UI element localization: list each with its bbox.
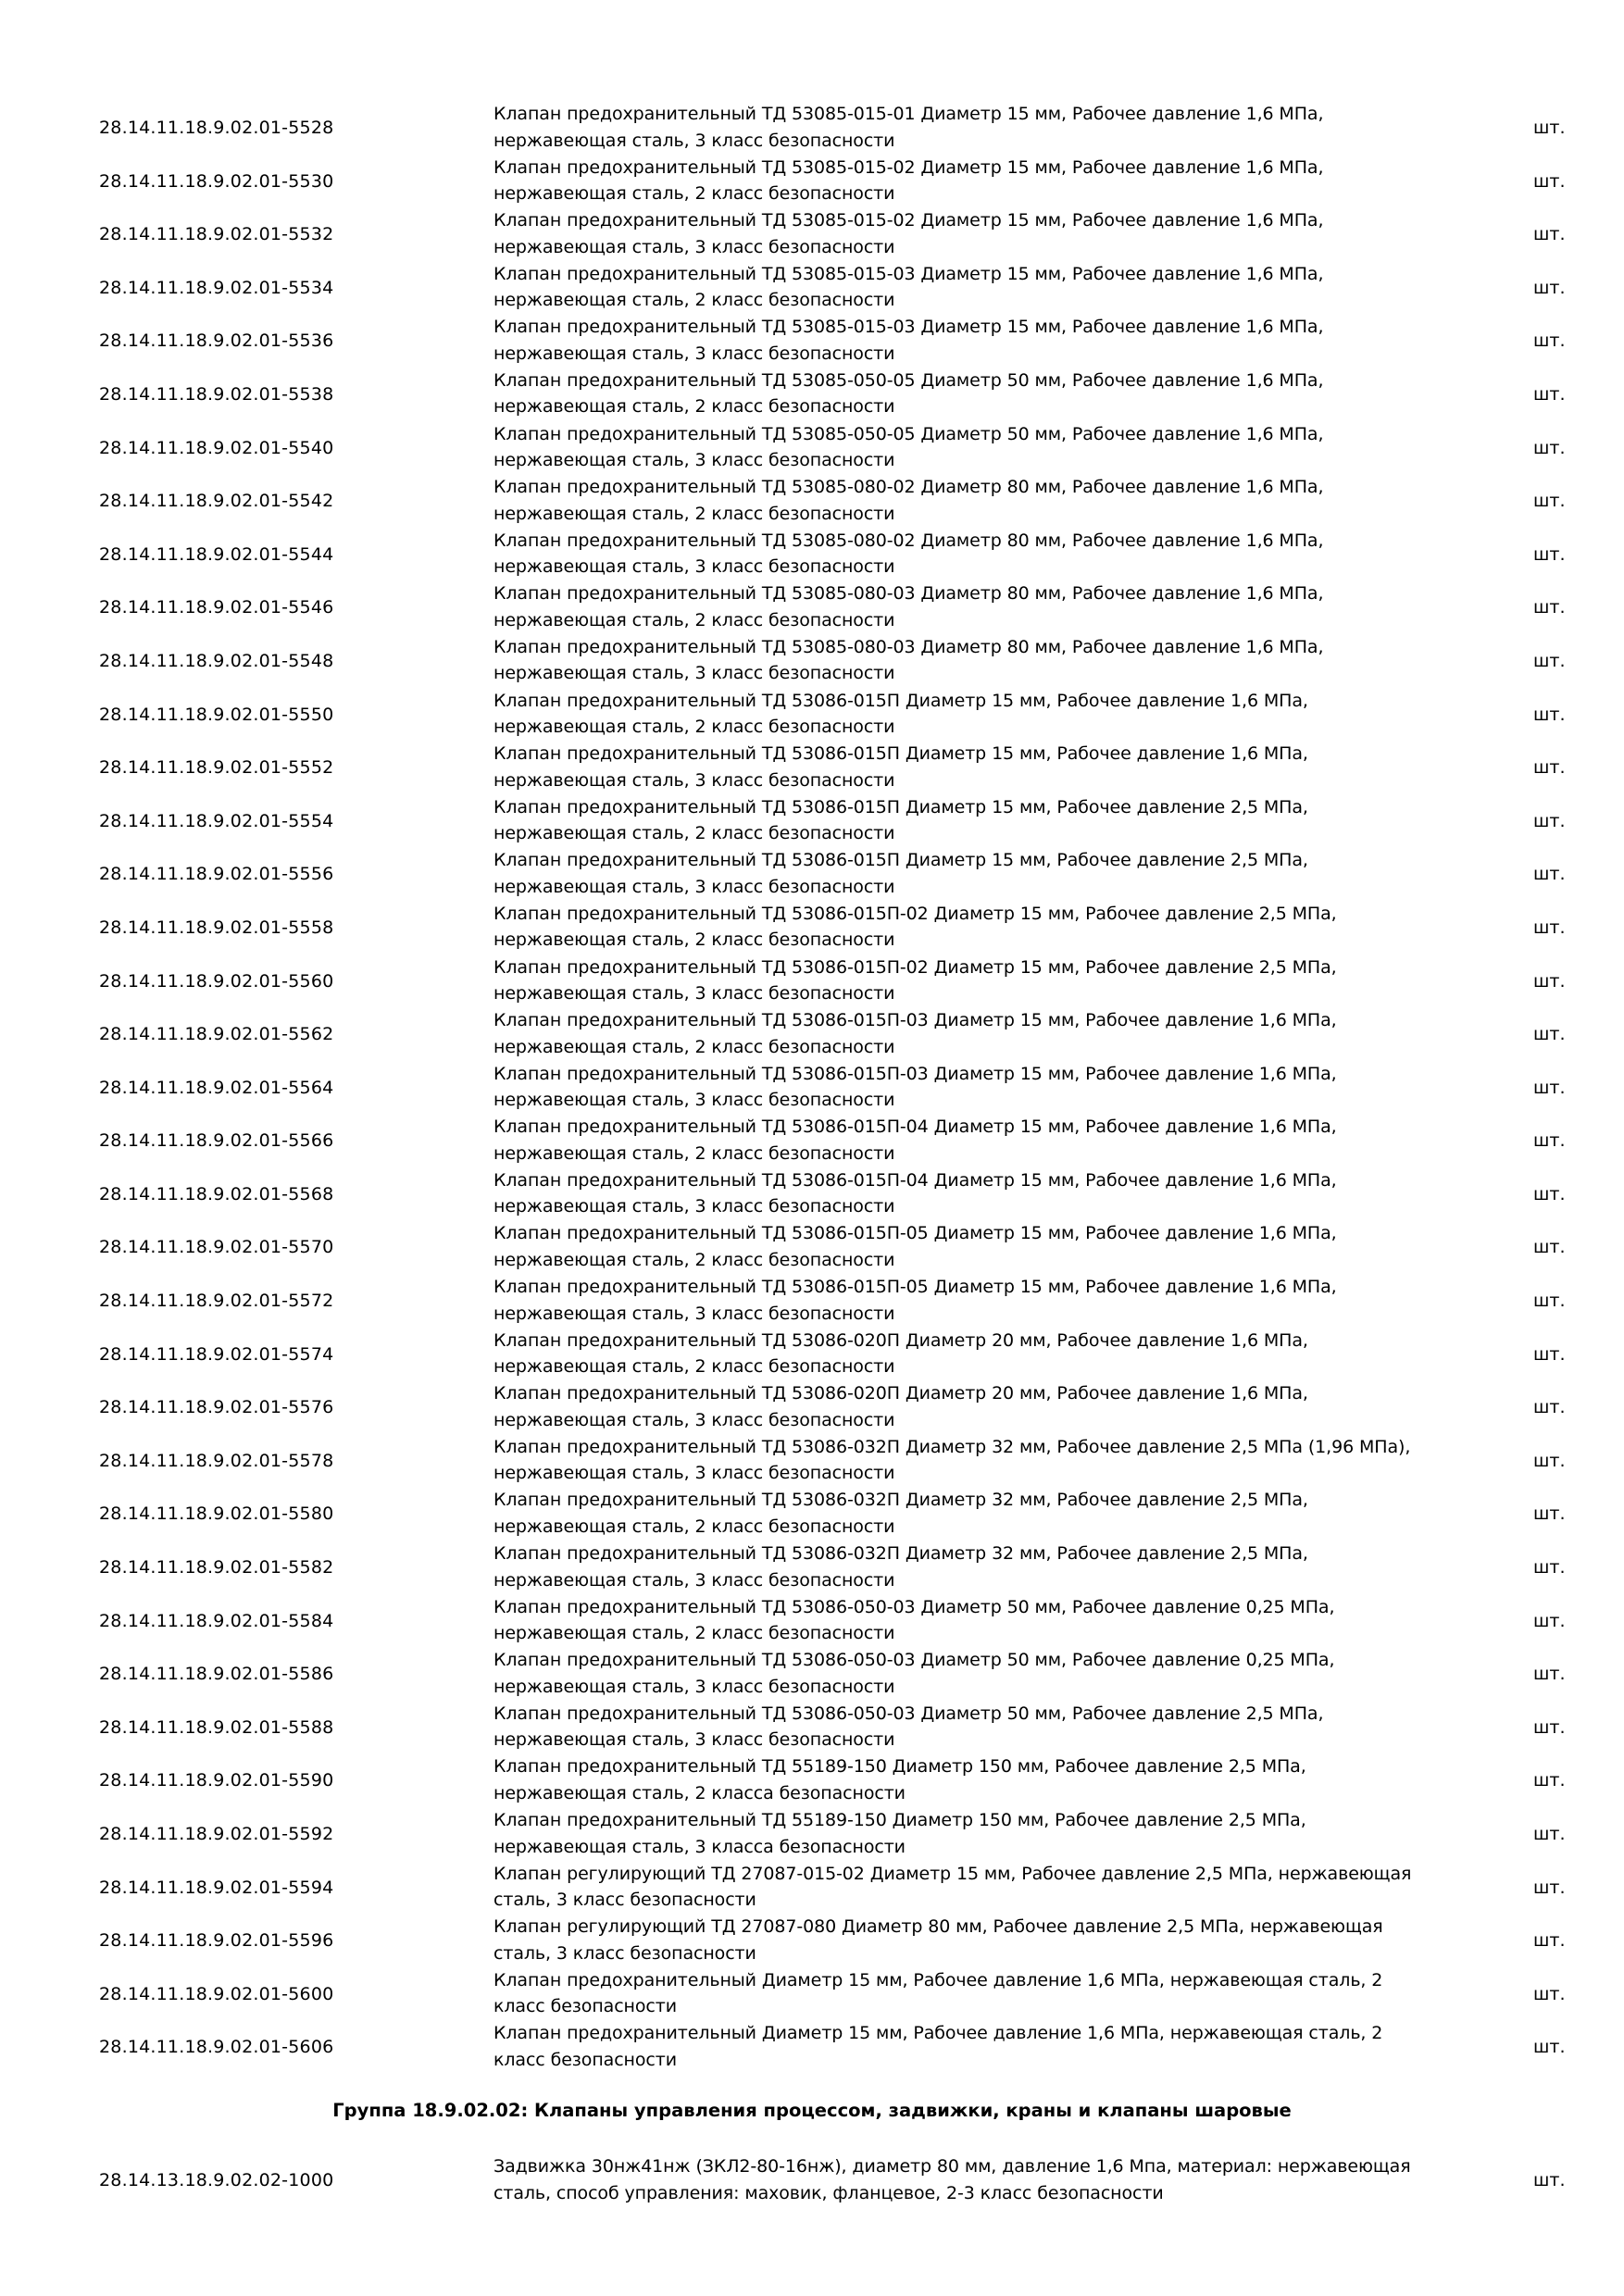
description-line: нержавеющая сталь, 2 класс безопасности xyxy=(493,183,895,205)
description-line: нержавеющая сталь, 3 класс безопасности xyxy=(493,1409,895,1430)
table-row xyxy=(0,1167,1624,1221)
item-unit: шт. xyxy=(1533,810,1566,831)
item-description xyxy=(493,2153,1456,2206)
description-line: нержавеющая сталь, 3 класс безопасности xyxy=(493,1303,895,1324)
table-row xyxy=(0,368,1624,421)
item-description xyxy=(493,1594,1456,1647)
description-line: Клапан предохранительный ТД 53086-015П Диаметр 15 мм, Рабочее давление 1,6 МПа, xyxy=(493,743,1308,765)
table-row xyxy=(0,314,1624,368)
table-row xyxy=(0,207,1624,261)
item-description xyxy=(493,1861,1456,1914)
table-row xyxy=(0,1594,1624,1648)
description-line: Клапан предохранительный ТД 53085-015-03 Диаметр 15 мм, Рабочее давление 1,6 МПа, xyxy=(493,317,1324,338)
item-code: 28.14.11.18.9.02.01-5586 xyxy=(99,1664,334,1685)
table-row xyxy=(0,1807,1624,1861)
description-line: нержавеющая сталь, 3 класс безопасности xyxy=(493,1729,895,1751)
item-description xyxy=(493,580,1456,633)
item-unit: шт. xyxy=(1533,1716,1566,1738)
description-line: нержавеющая сталь, 2 класс безопасности xyxy=(493,930,895,951)
description-line: Клапан предохранительный ТД 55189-150 Диаметр 150 мм, Рабочее давление 2,5 МПа, xyxy=(493,1756,1306,1778)
item-unit: шт. xyxy=(1533,491,1566,512)
description-line: Клапан предохранительный Диаметр 15 мм, Рабочее давление 1,6 МПа, нержавеющая сталь, 2 xyxy=(493,1969,1383,1990)
description-line: нержавеющая сталь, 3 класс безопасности xyxy=(493,769,895,791)
description-line: Клапан предохранительный ТД 53085-015-03 Диаметр 15 мм, Рабочее давление 1,6 МПа, xyxy=(493,263,1324,284)
description-line: нержавеющая сталь, 3 класс безопасности xyxy=(493,556,895,578)
item-unit: шт. xyxy=(1533,1291,1566,1312)
description-line: нержавеющая сталь, 2 класс безопасности xyxy=(493,823,895,844)
description-line: нержавеющая сталь, 3 класс безопасности xyxy=(493,663,895,684)
item-description xyxy=(493,1220,1456,1273)
item-description xyxy=(493,901,1456,954)
item-code: 28.14.11.18.9.02.01-5570 xyxy=(99,1237,334,1258)
item-code: 28.14.11.18.9.02.01-5552 xyxy=(99,757,334,779)
description-line: Клапан предохранительный ТД 53086-015П-05 Диаметр 15 мм, Рабочее давление 1,6 МПа, xyxy=(493,1277,1337,1298)
description-line: нержавеющая сталь, 2 класс безопасности xyxy=(493,1249,895,1270)
table-row xyxy=(0,741,1624,794)
item-description xyxy=(493,1007,1456,1060)
item-code: 28.14.11.18.9.02.01-5548 xyxy=(99,650,334,671)
item-description xyxy=(493,955,1456,1007)
item-code: 28.14.11.18.9.02.01-5574 xyxy=(99,1343,334,1365)
table-row xyxy=(0,955,1624,1008)
description-line: Клапан предохранительный ТД 53086-032П Диаметр 32 мм, Рабочее давление 2,5 МПа, xyxy=(493,1490,1308,1511)
item-description xyxy=(493,1647,1456,1700)
table-row xyxy=(0,1274,1624,1328)
item-code: 28.14.11.18.9.02.01-5568 xyxy=(99,1183,334,1204)
item-unit: шт. xyxy=(1533,970,1566,992)
item-unit: шт. xyxy=(1533,1664,1566,1685)
description-line: нержавеющая сталь, 3 класс безопасности xyxy=(493,1090,895,1111)
item-code: 28.14.11.18.9.02.01-5584 xyxy=(99,1610,334,1631)
description-line: Клапан предохранительный ТД 53085-050-05 Диаметр 50 мм, Рабочее давление 1,6 МПа, xyxy=(493,423,1324,444)
description-line: Клапан предохранительный ТД 53086-015П-04 Диаметр 15 мм, Рабочее давление 1,6 МПа, xyxy=(493,1169,1337,1191)
item-description xyxy=(493,314,1456,367)
item-code: 28.14.11.18.9.02.01-5592 xyxy=(99,1824,334,1844)
item-code: 28.14.11.18.9.02.01-5580 xyxy=(99,1504,334,1525)
table-row xyxy=(0,847,1624,901)
item-unit: шт. xyxy=(1533,437,1566,458)
item-unit: шт. xyxy=(1533,2037,1566,2058)
item-description xyxy=(493,528,1456,580)
item-description xyxy=(493,1380,1456,1433)
description-line: Клапан предохранительный ТД 53085-080-02 Диаметр 80 мм, Рабочее давление 1,6 МПа, xyxy=(493,477,1324,498)
item-code: 28.14.11.18.9.02.01-5562 xyxy=(99,1024,334,1045)
description-line: Клапан предохранительный ТД 53086-015П-05 Диаметр 15 мм, Рабочее давление 1,6 МПа, xyxy=(493,1223,1337,1244)
item-code: 28.14.11.18.9.02.01-5550 xyxy=(99,704,334,725)
item-code: 28.14.11.18.9.02.01-5546 xyxy=(99,597,334,618)
item-unit: шт. xyxy=(1533,1824,1566,1844)
description-line: Клапан регулирующий ТД 27087-080 Диаметр 80 мм, Рабочее давление 2,5 МПа, нержавеющая xyxy=(493,1916,1383,1938)
description-line: нержавеющая сталь, 3 класс безопасности xyxy=(493,236,895,257)
item-unit: шт. xyxy=(1533,1983,1566,2004)
description-line: Клапан предохранительный ТД 53085-080-03 Диаметр 80 мм, Рабочее давление 1,6 МПа, xyxy=(493,636,1324,657)
description-line: класс безопасности xyxy=(493,1996,677,2017)
item-code: 28.14.11.18.9.02.01-5594 xyxy=(99,1877,334,1898)
item-description xyxy=(493,1167,1456,1220)
item-code: 28.14.11.18.9.02.01-5596 xyxy=(99,1930,334,1952)
description-line: Клапан предохранительный ТД 53086-032П Диаметр 32 мм, Рабочее давление 2,5 МПа, xyxy=(493,1543,1308,1565)
table-row xyxy=(0,528,1624,581)
description-line: Клапан предохранительный ТД 53086-015П-02 Диаметр 15 мм, Рабочее давление 2,5 МПа, xyxy=(493,956,1337,978)
item-code: 28.14.11.18.9.02.01-5534 xyxy=(99,277,334,298)
description-line: нержавеющая сталь, 3 класс безопасности xyxy=(493,876,895,897)
table-row xyxy=(0,1328,1624,1381)
item-description xyxy=(493,101,1456,154)
item-description xyxy=(493,1807,1456,1860)
table-row xyxy=(0,155,1624,208)
item-description xyxy=(493,368,1456,420)
item-unit: шт. xyxy=(1533,170,1566,192)
description-line: нержавеющая сталь, 2 класс безопасности xyxy=(493,1516,895,1537)
item-description xyxy=(493,1753,1456,1806)
item-unit: шт. xyxy=(1533,1237,1566,1258)
item-description xyxy=(493,1114,1456,1167)
description-line: Клапан предохранительный ТД 53086-050-03 Диаметр 50 мм, Рабочее давление 0,25 МПа, xyxy=(493,1596,1335,1617)
table-row xyxy=(0,1434,1624,1488)
table-row xyxy=(0,421,1624,475)
item-description xyxy=(493,1434,1456,1487)
item-code: 28.14.13.18.9.02.02-1000 xyxy=(99,2170,334,2190)
item-unit: шт. xyxy=(1533,1183,1566,1204)
item-description xyxy=(493,1914,1456,1966)
table-row xyxy=(0,1647,1624,1701)
item-unit: шт. xyxy=(1533,1397,1566,1418)
item-code: 28.14.11.18.9.02.01-5528 xyxy=(99,118,334,138)
description-line: класс безопасности xyxy=(493,2049,677,2070)
item-code: 28.14.11.18.9.02.01-5556 xyxy=(99,864,334,885)
description-line: Клапан предохранительный ТД 53086-015П-04 Диаметр 15 мм, Рабочее давление 1,6 МПа, xyxy=(493,1117,1337,1138)
table-row xyxy=(0,2153,1624,2209)
description-line: сталь, 3 класс безопасности xyxy=(493,1890,756,1911)
description-line: Клапан регулирующий ТД 27087-015-02 Диаметр 15 мм, Рабочее давление 2,5 МПа, нержавеющая xyxy=(493,1863,1412,1884)
item-description xyxy=(493,1541,1456,1593)
item-code: 28.14.11.18.9.02.01-5566 xyxy=(99,1130,334,1152)
item-unit: шт. xyxy=(1533,864,1566,885)
item-unit: шт. xyxy=(1533,704,1566,725)
description-line: Клапан предохранительный ТД 53086-015П-03 Диаметр 15 мм, Рабочее давление 1,6 МПа, xyxy=(493,1010,1337,1031)
table-row xyxy=(0,2020,1624,2074)
item-description xyxy=(493,261,1456,314)
item-unit: шт. xyxy=(1533,2170,1566,2190)
item-description xyxy=(493,2020,1456,2073)
item-code: 28.14.11.18.9.02.01-5532 xyxy=(99,224,334,245)
description-line: Клапан предохранительный ТД 53085-015-02 Диаметр 15 мм, Рабочее давление 1,6 МПа, xyxy=(493,210,1324,231)
item-unit: шт. xyxy=(1533,383,1566,405)
table-row xyxy=(0,580,1624,634)
item-code: 28.14.11.18.9.02.01-5606 xyxy=(99,2037,334,2058)
table-row xyxy=(0,688,1624,742)
description-line: Клапан предохранительный ТД 53085-050-05 Диаметр 50 мм, Рабочее давление 1,6 МПа, xyxy=(493,369,1324,391)
description-line: Клапан предохранительный Диаметр 15 мм, Рабочее давление 1,6 МПа, нержавеющая сталь, 2 xyxy=(493,2023,1383,2044)
description-line: нержавеющая сталь, 2 класс безопасности xyxy=(493,396,895,418)
item-unit: шт. xyxy=(1533,1770,1566,1791)
description-line: Клапан предохранительный ТД 53086-015П-02 Диаметр 15 мм, Рабочее давление 2,5 МПа, xyxy=(493,903,1337,924)
item-unit: шт. xyxy=(1533,597,1566,618)
item-code: 28.14.11.18.9.02.01-5558 xyxy=(99,917,334,938)
description-line: Клапан предохранительный ТД 53085-015-02 Диаметр 15 мм, Рабочее давление 1,6 МПа, xyxy=(493,156,1324,178)
description-line: нержавеющая сталь, 3 класс безопасности xyxy=(493,983,895,1004)
item-description xyxy=(493,474,1456,527)
description-line: Клапан предохранительный ТД 53086-050-03 Диаметр 50 мм, Рабочее давление 0,25 МПа, xyxy=(493,1650,1335,1671)
description-line: Клапан предохранительный ТД 53086-020П Диаметр 20 мм, Рабочее давление 1,6 МПа, xyxy=(493,1329,1308,1351)
description-line: нержавеющая сталь, 2 класс безопасности xyxy=(493,1036,895,1057)
item-code: 28.14.11.18.9.02.01-5530 xyxy=(99,170,334,192)
item-description xyxy=(493,1967,1456,2020)
table-row xyxy=(0,1753,1624,1807)
description-line: нержавеющая сталь, 3 класса безопасности xyxy=(493,1836,906,1857)
item-unit: шт. xyxy=(1533,331,1566,352)
item-description xyxy=(493,207,1456,260)
table-row xyxy=(0,1220,1624,1274)
group-heading: Группа 18.9.02.02: Клапаны управления процессом, задвижки, краны и клапаны шаровые xyxy=(332,2100,1292,2121)
item-code: 28.14.11.18.9.02.01-5576 xyxy=(99,1397,334,1418)
item-description xyxy=(493,794,1456,847)
item-description xyxy=(493,155,1456,207)
description-line: нержавеющая сталь, 2 класс безопасности xyxy=(493,1623,895,1644)
table-row xyxy=(0,1487,1624,1541)
description-line: Клапан предохранительный ТД 53085-080-02 Диаметр 80 мм, Рабочее давление 1,6 МПа, xyxy=(493,530,1324,551)
description-line: Клапан предохранительный ТД 53086-050-03 Диаметр 50 мм, Рабочее давление 2,5 МПа, xyxy=(493,1703,1324,1724)
item-unit: шт. xyxy=(1533,1504,1566,1525)
table-row xyxy=(0,1701,1624,1754)
item-code: 28.14.11.18.9.02.01-5590 xyxy=(99,1770,334,1791)
item-description xyxy=(493,688,1456,741)
item-description xyxy=(493,1328,1456,1380)
description-line: Клапан предохранительный ТД 53086-032П Диаметр 32 мм, Рабочее давление 2,5 МПа (1,96 МПа), xyxy=(493,1436,1411,1457)
item-code: 28.14.11.18.9.02.01-5582 xyxy=(99,1557,334,1578)
description-line: Задвижка 30нж41нж (ЗКЛ2-80-16нж), диаметр 80 мм, давление 1,6 Мпа, материал: нержавеющая xyxy=(493,2156,1411,2177)
description-line: нержавеющая сталь, 2 класса безопасности xyxy=(493,1782,906,1803)
item-unit: шт. xyxy=(1533,1877,1566,1898)
item-unit: шт. xyxy=(1533,1450,1566,1471)
item-unit: шт. xyxy=(1533,757,1566,779)
description-line: нержавеющая сталь, 3 класс безопасности xyxy=(493,343,895,364)
item-unit: шт. xyxy=(1533,277,1566,298)
description-line: Клапан предохранительный ТД 53086-015П Диаметр 15 мм, Рабочее давление 2,5 МПа, xyxy=(493,850,1308,871)
item-code: 28.14.11.18.9.02.01-5572 xyxy=(99,1291,334,1312)
description-line: нержавеющая сталь, 3 класс безопасности xyxy=(493,1196,895,1217)
table-row xyxy=(0,1114,1624,1167)
description-line: Клапан предохранительный ТД 53086-015П Диаметр 15 мм, Рабочее давление 1,6 МПа, xyxy=(493,690,1308,711)
description-line: нержавеющая сталь, 3 класс безопасности xyxy=(493,1463,895,1484)
item-unit: шт. xyxy=(1533,543,1566,565)
item-unit: шт. xyxy=(1533,1130,1566,1152)
item-unit: шт. xyxy=(1533,650,1566,671)
table-row xyxy=(0,474,1624,528)
item-code: 28.14.11.18.9.02.01-5554 xyxy=(99,810,334,831)
price-table xyxy=(0,101,1624,2074)
description-line: Клапан предохранительный ТД 53086-020П Диаметр 20 мм, Рабочее давление 1,6 МПа, xyxy=(493,1383,1308,1404)
description-line: нержавеющая сталь, 3 класс безопасности xyxy=(493,130,895,151)
table-row xyxy=(0,1007,1624,1061)
description-line: сталь, 3 класс безопасности xyxy=(493,1942,756,1964)
description-line: сталь, способ управления: маховик, фланцевое, 2-3 класс безопасности xyxy=(493,2182,1164,2203)
description-line: нержавеющая сталь, 2 класс безопасности xyxy=(493,1142,895,1164)
table-row xyxy=(0,1861,1624,1915)
item-description xyxy=(493,741,1456,793)
description-line: нержавеющая сталь, 3 класс безопасности xyxy=(493,1676,895,1697)
description-line: Клапан предохранительный ТД 53085-080-03 Диаметр 80 мм, Рабочее давление 1,6 МПа, xyxy=(493,583,1324,605)
description-line: Клапан предохранительный ТД 53086-015П Диаметр 15 мм, Рабочее давление 2,5 МПа, xyxy=(493,796,1308,817)
table-row xyxy=(0,1061,1624,1115)
item-unit: шт. xyxy=(1533,1930,1566,1952)
description-line: нержавеющая сталь, 3 класс безопасности xyxy=(493,450,895,471)
table-row xyxy=(0,1914,1624,1967)
item-unit: шт. xyxy=(1533,1557,1566,1578)
item-description xyxy=(493,421,1456,474)
item-unit: шт. xyxy=(1533,1343,1566,1365)
item-description xyxy=(493,1274,1456,1327)
item-code: 28.14.11.18.9.02.01-5538 xyxy=(99,383,334,405)
item-unit: шт. xyxy=(1533,1024,1566,1045)
table-row xyxy=(0,1541,1624,1594)
table-row xyxy=(0,1380,1624,1434)
item-code: 28.14.11.18.9.02.01-5544 xyxy=(99,543,334,565)
item-description xyxy=(493,847,1456,900)
description-line: Клапан предохранительный ТД 53086-015П-03 Диаметр 15 мм, Рабочее давление 1,6 МПа, xyxy=(493,1063,1337,1084)
description-line: нержавеющая сталь, 3 класс безопасности xyxy=(493,1569,895,1591)
table-row xyxy=(0,794,1624,848)
table-row xyxy=(0,634,1624,688)
item-unit: шт. xyxy=(1533,1077,1566,1098)
table-row xyxy=(0,101,1624,155)
description-line: нержавеющая сталь, 2 класс безопасности xyxy=(493,1356,895,1378)
item-code: 28.14.11.18.9.02.01-5578 xyxy=(99,1450,334,1471)
item-code: 28.14.11.18.9.02.01-5600 xyxy=(99,1983,334,2004)
description-line: Клапан предохранительный ТД 53085-015-01 Диаметр 15 мм, Рабочее давление 1,6 МПа, xyxy=(493,104,1324,124)
item-code: 28.14.11.18.9.02.01-5540 xyxy=(99,437,334,458)
item-description xyxy=(493,1061,1456,1114)
item-unit: шт. xyxy=(1533,917,1566,938)
item-code: 28.14.11.18.9.02.01-5536 xyxy=(99,331,334,352)
description-line: нержавеющая сталь, 2 класс безопасности xyxy=(493,503,895,524)
item-description xyxy=(493,1487,1456,1540)
item-description xyxy=(493,634,1456,687)
item-code: 28.14.11.18.9.02.01-5560 xyxy=(99,970,334,992)
table-row xyxy=(0,901,1624,955)
item-description xyxy=(493,1701,1456,1753)
item-code: 28.14.11.18.9.02.01-5542 xyxy=(99,491,334,512)
table-row xyxy=(0,261,1624,315)
description-line: нержавеющая сталь, 2 класс безопасности xyxy=(493,609,895,630)
table-row xyxy=(0,1967,1624,2021)
item-unit: шт. xyxy=(1533,1610,1566,1631)
description-line: Клапан предохранительный ТД 55189-150 Диаметр 150 мм, Рабочее давление 2,5 МПа, xyxy=(493,1810,1306,1830)
item-code: 28.14.11.18.9.02.01-5564 xyxy=(99,1077,334,1098)
description-line: нержавеющая сталь, 2 класс безопасности xyxy=(493,290,895,311)
item-unit: шт. xyxy=(1533,224,1566,245)
description-line: нержавеющая сталь, 2 класс безопасности xyxy=(493,717,895,738)
item-unit: шт. xyxy=(1533,118,1566,138)
item-code: 28.14.11.18.9.02.01-5588 xyxy=(99,1716,334,1738)
